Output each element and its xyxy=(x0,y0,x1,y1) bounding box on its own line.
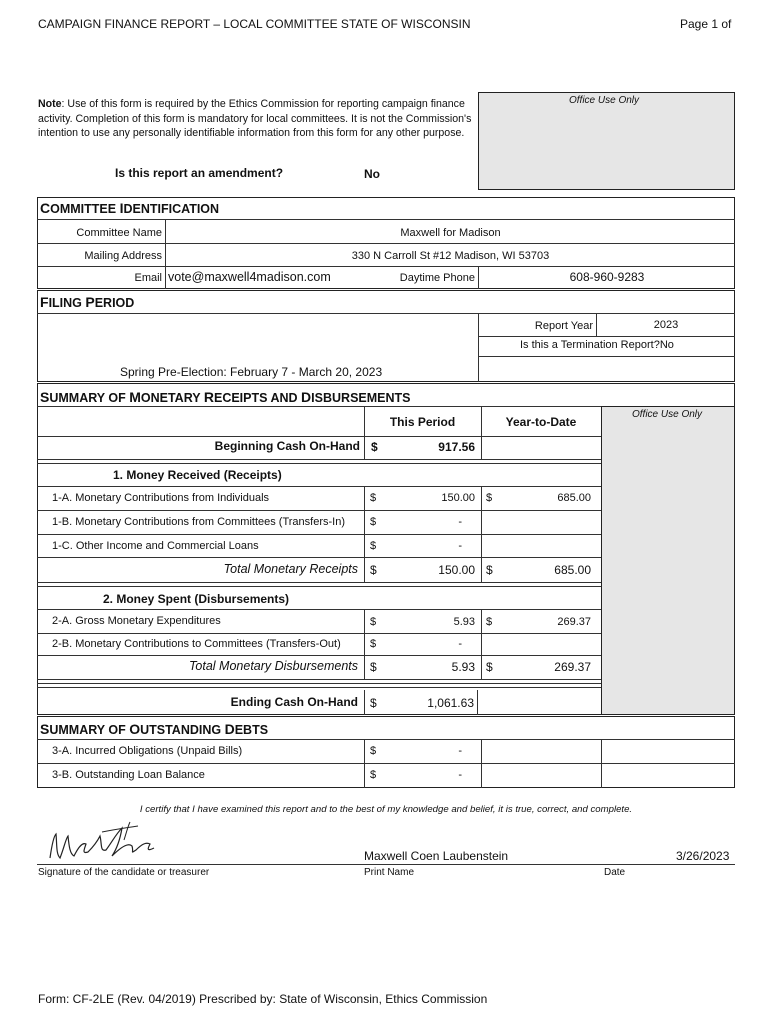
filing-heading: FILING PERIOD xyxy=(40,294,135,310)
ending-cash-label: Ending Cash On-Hand xyxy=(230,695,358,709)
amendment-answer[interactable]: No xyxy=(364,167,380,181)
total-receipts-this[interactable]: 150.00 xyxy=(438,563,475,577)
phone-field[interactable]: 608-960-9283 xyxy=(569,270,645,284)
email-field[interactable]: vote@maxwell4madison.com xyxy=(168,270,331,284)
office-use-box-summary xyxy=(601,406,735,715)
total-disbursements-this[interactable]: 5.93 xyxy=(451,660,475,674)
termination-field[interactable]: No xyxy=(659,339,674,351)
form-title: CAMPAIGN FINANCE REPORT – LOCAL COMMITTEE STATE OF WISCONSIN xyxy=(38,17,471,31)
row-1b-label: 1-B. Monetary Contributions from Committees (Transfers-In) xyxy=(52,516,346,528)
row-3b-value[interactable]: - xyxy=(458,769,462,781)
signature-image xyxy=(42,818,172,866)
row-3b-label: 3-B. Outstanding Loan Balance xyxy=(52,769,205,781)
date-label: Date xyxy=(604,867,626,878)
signature-label: Signature of the candidate or treasurer xyxy=(38,867,210,878)
email-label: Email xyxy=(134,272,162,284)
office-use-label: Office Use Only xyxy=(632,409,703,420)
phone-label: Daytime Phone xyxy=(399,272,475,284)
total-disbursements-ytd[interactable]: 269.37 xyxy=(554,660,591,674)
report-year-field[interactable]: 2023 xyxy=(653,319,679,331)
office-use-label: Office Use Only xyxy=(569,95,640,106)
page-number: Page 1 of xyxy=(680,17,732,31)
row-2a-label: 2-A. Gross Monetary Expenditures xyxy=(52,615,221,627)
certification-text: I certify that I have examined this report and to the best of my knowledge and belief, it is true, correct, and complete. xyxy=(139,804,633,815)
received-heading: 1. Money Received (Receipts) xyxy=(113,468,282,482)
total-receipts-label: Total Monetary Receipts xyxy=(223,562,358,576)
spent-heading: 2. Money Spent (Disbursements) xyxy=(103,592,290,606)
print-name-label: Print Name xyxy=(364,867,415,878)
office-use-box-top xyxy=(478,92,735,190)
row-3a-label: 3-A. Incurred Obligations (Unpaid Bills) xyxy=(52,745,243,757)
summary-heading: SUMMARY OF MONETARY RECEIPTS AND DISBURSEMENTS xyxy=(40,389,411,405)
report-year-label: Report Year xyxy=(534,320,593,332)
row-2a-ytd[interactable]: 269.37 xyxy=(557,616,591,628)
row-2a-this[interactable]: 5.93 xyxy=(453,616,475,628)
termination-label: Is this a Termination Report?No xyxy=(520,339,674,351)
row-1c-label: 1-C. Other Income and Commercial Loans xyxy=(52,540,259,552)
date-field[interactable]: 3/26/2023 xyxy=(676,849,730,863)
row-3a-value[interactable]: - xyxy=(458,745,462,757)
committee-name-label: Committee Name xyxy=(76,227,162,239)
print-name-field[interactable]: Maxwell Coen Laubenstein xyxy=(364,849,509,863)
beginning-cash-label: Beginning Cash On-Hand xyxy=(214,439,360,453)
mailing-address-label: Mailing Address xyxy=(84,250,162,262)
total-disbursements-label: Total Monetary Disbursements xyxy=(188,659,358,673)
row-1a-ytd[interactable]: 685.00 xyxy=(557,492,591,504)
note-text: Note: Use of this form is required by the Ethics Commission for reporting campaign finance activity. Completion of this form is mandatory for local committees. It is not the Commission's intention to use any personally identifiable information from this form for any other purpose. xyxy=(38,98,472,139)
debts-heading: SUMMARY OF OUTSTANDING DEBTS xyxy=(40,721,269,737)
row-1a-this[interactable]: 150.00 xyxy=(441,492,475,504)
col-this-period: This Period xyxy=(389,415,456,429)
row-2b-label: 2-B. Monetary Contributions to Committees (Transfers-Out) xyxy=(52,638,341,650)
footer-text: Form: CF-2LE (Rev. 04/2019) Prescribed by: State of Wisconsin, Ethics Commission xyxy=(38,992,488,1006)
row-1a-label: 1-A. Monetary Contributions from Individuals xyxy=(52,492,270,504)
beginning-cash-field[interactable]: 917.56 xyxy=(438,440,475,454)
committee-name-field[interactable]: Maxwell for Madison xyxy=(400,227,501,239)
row-2b-this[interactable]: - xyxy=(458,638,462,650)
committee-heading: COMMITTEE IDENTIFICATION xyxy=(40,200,220,216)
mailing-address-field[interactable]: 330 N Carroll St #12 Madison, WI 53703 xyxy=(351,250,550,262)
row-1b-this[interactable]: - xyxy=(458,516,462,528)
col-ytd: Year-to-Date xyxy=(505,415,577,429)
filing-period-field[interactable]: Spring Pre-Election: February 7 - March 20, 2023 xyxy=(120,365,383,379)
ending-cash-field[interactable]: 1,061.63 xyxy=(427,696,474,710)
amendment-question: Is this report an amendment? xyxy=(115,166,284,180)
total-receipts-ytd[interactable]: 685.00 xyxy=(554,563,591,577)
row-1c-this[interactable]: - xyxy=(458,540,462,552)
